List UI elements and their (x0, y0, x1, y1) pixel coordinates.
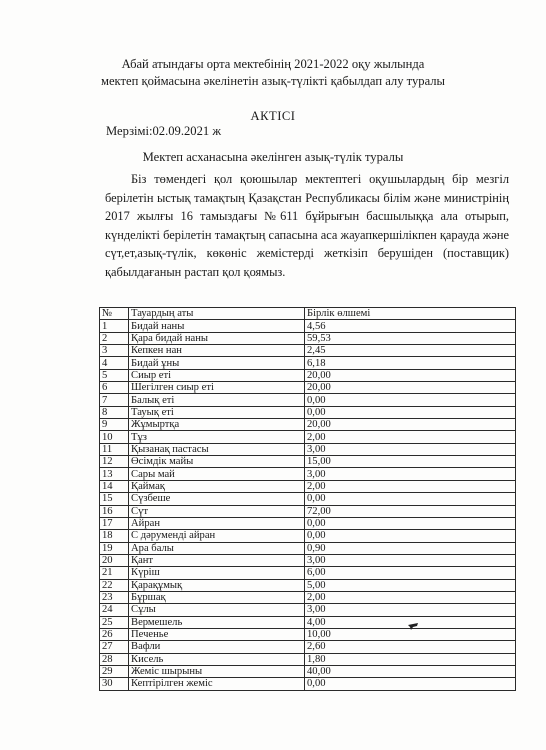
row-number: 14 (100, 480, 129, 492)
row-item-name: Бидай ұны (129, 357, 305, 369)
row-number: 9 (100, 419, 129, 431)
table-row (100, 394, 516, 406)
pen-mark-icon (407, 622, 419, 631)
table-row (100, 493, 516, 505)
row-item-name: Сұлы (129, 604, 305, 616)
row-number: 18 (100, 530, 129, 542)
table-row (100, 517, 516, 529)
table-row (100, 456, 516, 468)
row-item-name: Тұз (129, 431, 305, 443)
table-row (100, 604, 516, 616)
table-row (100, 579, 516, 591)
table-row (100, 542, 516, 554)
row-number: 5 (100, 369, 129, 381)
row-number: 24 (100, 604, 129, 616)
table-row (100, 382, 516, 394)
row-number: 12 (100, 456, 129, 468)
row-unit-value: 3,00 (305, 443, 516, 455)
row-unit-value: 0,00 (305, 530, 516, 542)
row-unit-value: 3,00 (305, 604, 516, 616)
row-unit-value: 1,80 (305, 653, 516, 665)
table-row (100, 419, 516, 431)
table-row (100, 641, 516, 653)
row-number: 17 (100, 517, 129, 529)
table-row (100, 357, 516, 369)
body-paragraph: Біз төмендегі қол қоюшылар мектептегі оқушылардың бір мезгіл берілетін ыстық тамақтың Қазақстан Республикасы білім және министрінің 2017 жылғы 16 тамыздағы №611 бұйрығын басшылыққа ала отырып, күнделікті берілетін тамақтың сапасына аса жауапкершілікпен қарауда және сүт,ет,азық-түлік, көкөніс жемістерді жеткізіп берушіден (поставщик) қабылдағанын растап қол қоямыз. (105, 172, 509, 279)
row-item-name: Ара балы (129, 542, 305, 554)
table-row (100, 431, 516, 443)
row-unit-value: 6,18 (305, 357, 516, 369)
row-unit-value: 6,00 (305, 567, 516, 579)
row-item-name: Қара бидай наны (129, 332, 305, 344)
row-item-name: Өсімдік майы (129, 456, 305, 468)
table-row (100, 443, 516, 455)
table-header-row (100, 308, 516, 320)
row-number: 2 (100, 332, 129, 344)
row-item-name: Бидай наны (129, 320, 305, 332)
subject-line: Мектеп асханасына әкелінген азық-түлік туралы (142, 150, 404, 164)
row-number: 30 (100, 678, 129, 690)
row-number: 16 (100, 505, 129, 517)
row-item-name: Вермешель (129, 616, 305, 628)
table-row (100, 468, 516, 480)
row-unit-value: 20,00 (305, 419, 516, 431)
header-number: № (100, 308, 129, 320)
header-unit-measure: Бірлік өлшемі (305, 308, 516, 320)
row-unit-value: 0,00 (305, 678, 516, 690)
row-number: 28 (100, 653, 129, 665)
row-item-name: С дәруменді айран (129, 530, 305, 542)
row-number: 26 (100, 628, 129, 640)
row-number: 23 (100, 591, 129, 603)
row-item-name: Бұршақ (129, 591, 305, 603)
table-row (100, 628, 516, 640)
row-item-name: Қарақұмық (129, 579, 305, 591)
row-item-name: Айран (129, 517, 305, 529)
row-unit-value: 0,00 (305, 517, 516, 529)
row-number: 10 (100, 431, 129, 443)
row-item-name: Сиыр еті (129, 369, 305, 381)
row-number: 11 (100, 443, 129, 455)
row-number: 8 (100, 406, 129, 418)
date-line: Мерзімі:02.09.2021 ж (106, 124, 222, 138)
table-row (100, 345, 516, 357)
table-row (100, 530, 516, 542)
table-row (100, 406, 516, 418)
header-line-2: мектеп қоймасына әкелінетін азық-түлікті қабылдап алу туралы (100, 74, 446, 88)
table-row (100, 320, 516, 332)
table-row (100, 567, 516, 579)
row-item-name: Кисель (129, 653, 305, 665)
row-number: 29 (100, 665, 129, 677)
row-unit-value: 40,00 (305, 665, 516, 677)
table-row (100, 369, 516, 381)
row-item-name: Қант (129, 554, 305, 566)
row-item-name: Шегілген сиыр еті (129, 382, 305, 394)
row-number: 3 (100, 345, 129, 357)
row-number: 19 (100, 542, 129, 554)
row-item-name: Сүт (129, 505, 305, 517)
row-item-name: Тауық еті (129, 406, 305, 418)
row-number: 22 (100, 579, 129, 591)
row-number: 25 (100, 616, 129, 628)
row-item-name: Кептірілген жеміс (129, 678, 305, 690)
row-unit-value: 20,00 (305, 369, 516, 381)
header-line-1: Абай атындағы орта мектебінің 2021-2022 оқу жылында (121, 57, 425, 71)
row-unit-value: 59,53 (305, 332, 516, 344)
row-item-name: Сары май (129, 468, 305, 480)
table-row (100, 665, 516, 677)
goods-table (99, 307, 516, 691)
row-item-name: Қаймақ (129, 480, 305, 492)
row-unit-value: 2,60 (305, 641, 516, 653)
row-number: 4 (100, 357, 129, 369)
row-number: 20 (100, 554, 129, 566)
row-item-name: Балық еті (129, 394, 305, 406)
row-unit-value: 3,00 (305, 468, 516, 480)
table-row (100, 505, 516, 517)
row-number: 21 (100, 567, 129, 579)
row-unit-value: 0,00 (305, 406, 516, 418)
row-item-name: Жұмыртқа (129, 419, 305, 431)
row-number: 13 (100, 468, 129, 480)
act-title: АКТІСІ (250, 109, 296, 123)
row-item-name: Қызанақ пастасы (129, 443, 305, 455)
row-unit-value: 10,00 (305, 628, 516, 640)
row-item-name: Жеміс шырыны (129, 665, 305, 677)
row-unit-value: 2,00 (305, 431, 516, 443)
row-unit-value: 20,00 (305, 382, 516, 394)
row-number: 6 (100, 382, 129, 394)
row-unit-value: 4,00 (305, 616, 516, 628)
row-number: 7 (100, 394, 129, 406)
row-unit-value: 2,00 (305, 480, 516, 492)
row-unit-value: 4,56 (305, 320, 516, 332)
row-unit-value: 5,00 (305, 579, 516, 591)
table-row (100, 480, 516, 492)
row-number: 1 (100, 320, 129, 332)
table-row (100, 591, 516, 603)
row-unit-value: 0,00 (305, 493, 516, 505)
row-unit-value: 0,90 (305, 542, 516, 554)
row-number: 27 (100, 641, 129, 653)
table-row (100, 653, 516, 665)
row-unit-value: 2,00 (305, 591, 516, 603)
row-unit-value: 3,00 (305, 554, 516, 566)
header-item-name: Тауардың аты (129, 308, 305, 320)
row-item-name: Печенье (129, 628, 305, 640)
row-unit-value: 15,00 (305, 456, 516, 468)
row-number: 15 (100, 493, 129, 505)
row-unit-value: 72,00 (305, 505, 516, 517)
table-body (100, 320, 516, 690)
row-unit-value: 2,45 (305, 345, 516, 357)
row-item-name: Сүзбеше (129, 493, 305, 505)
table-row (100, 332, 516, 344)
table-row (100, 678, 516, 690)
row-item-name: Вафли (129, 641, 305, 653)
row-item-name: Кепкен нан (129, 345, 305, 357)
table-row (100, 554, 516, 566)
table-row (100, 616, 516, 628)
row-item-name: Күріш (129, 567, 305, 579)
row-unit-value: 0,00 (305, 394, 516, 406)
